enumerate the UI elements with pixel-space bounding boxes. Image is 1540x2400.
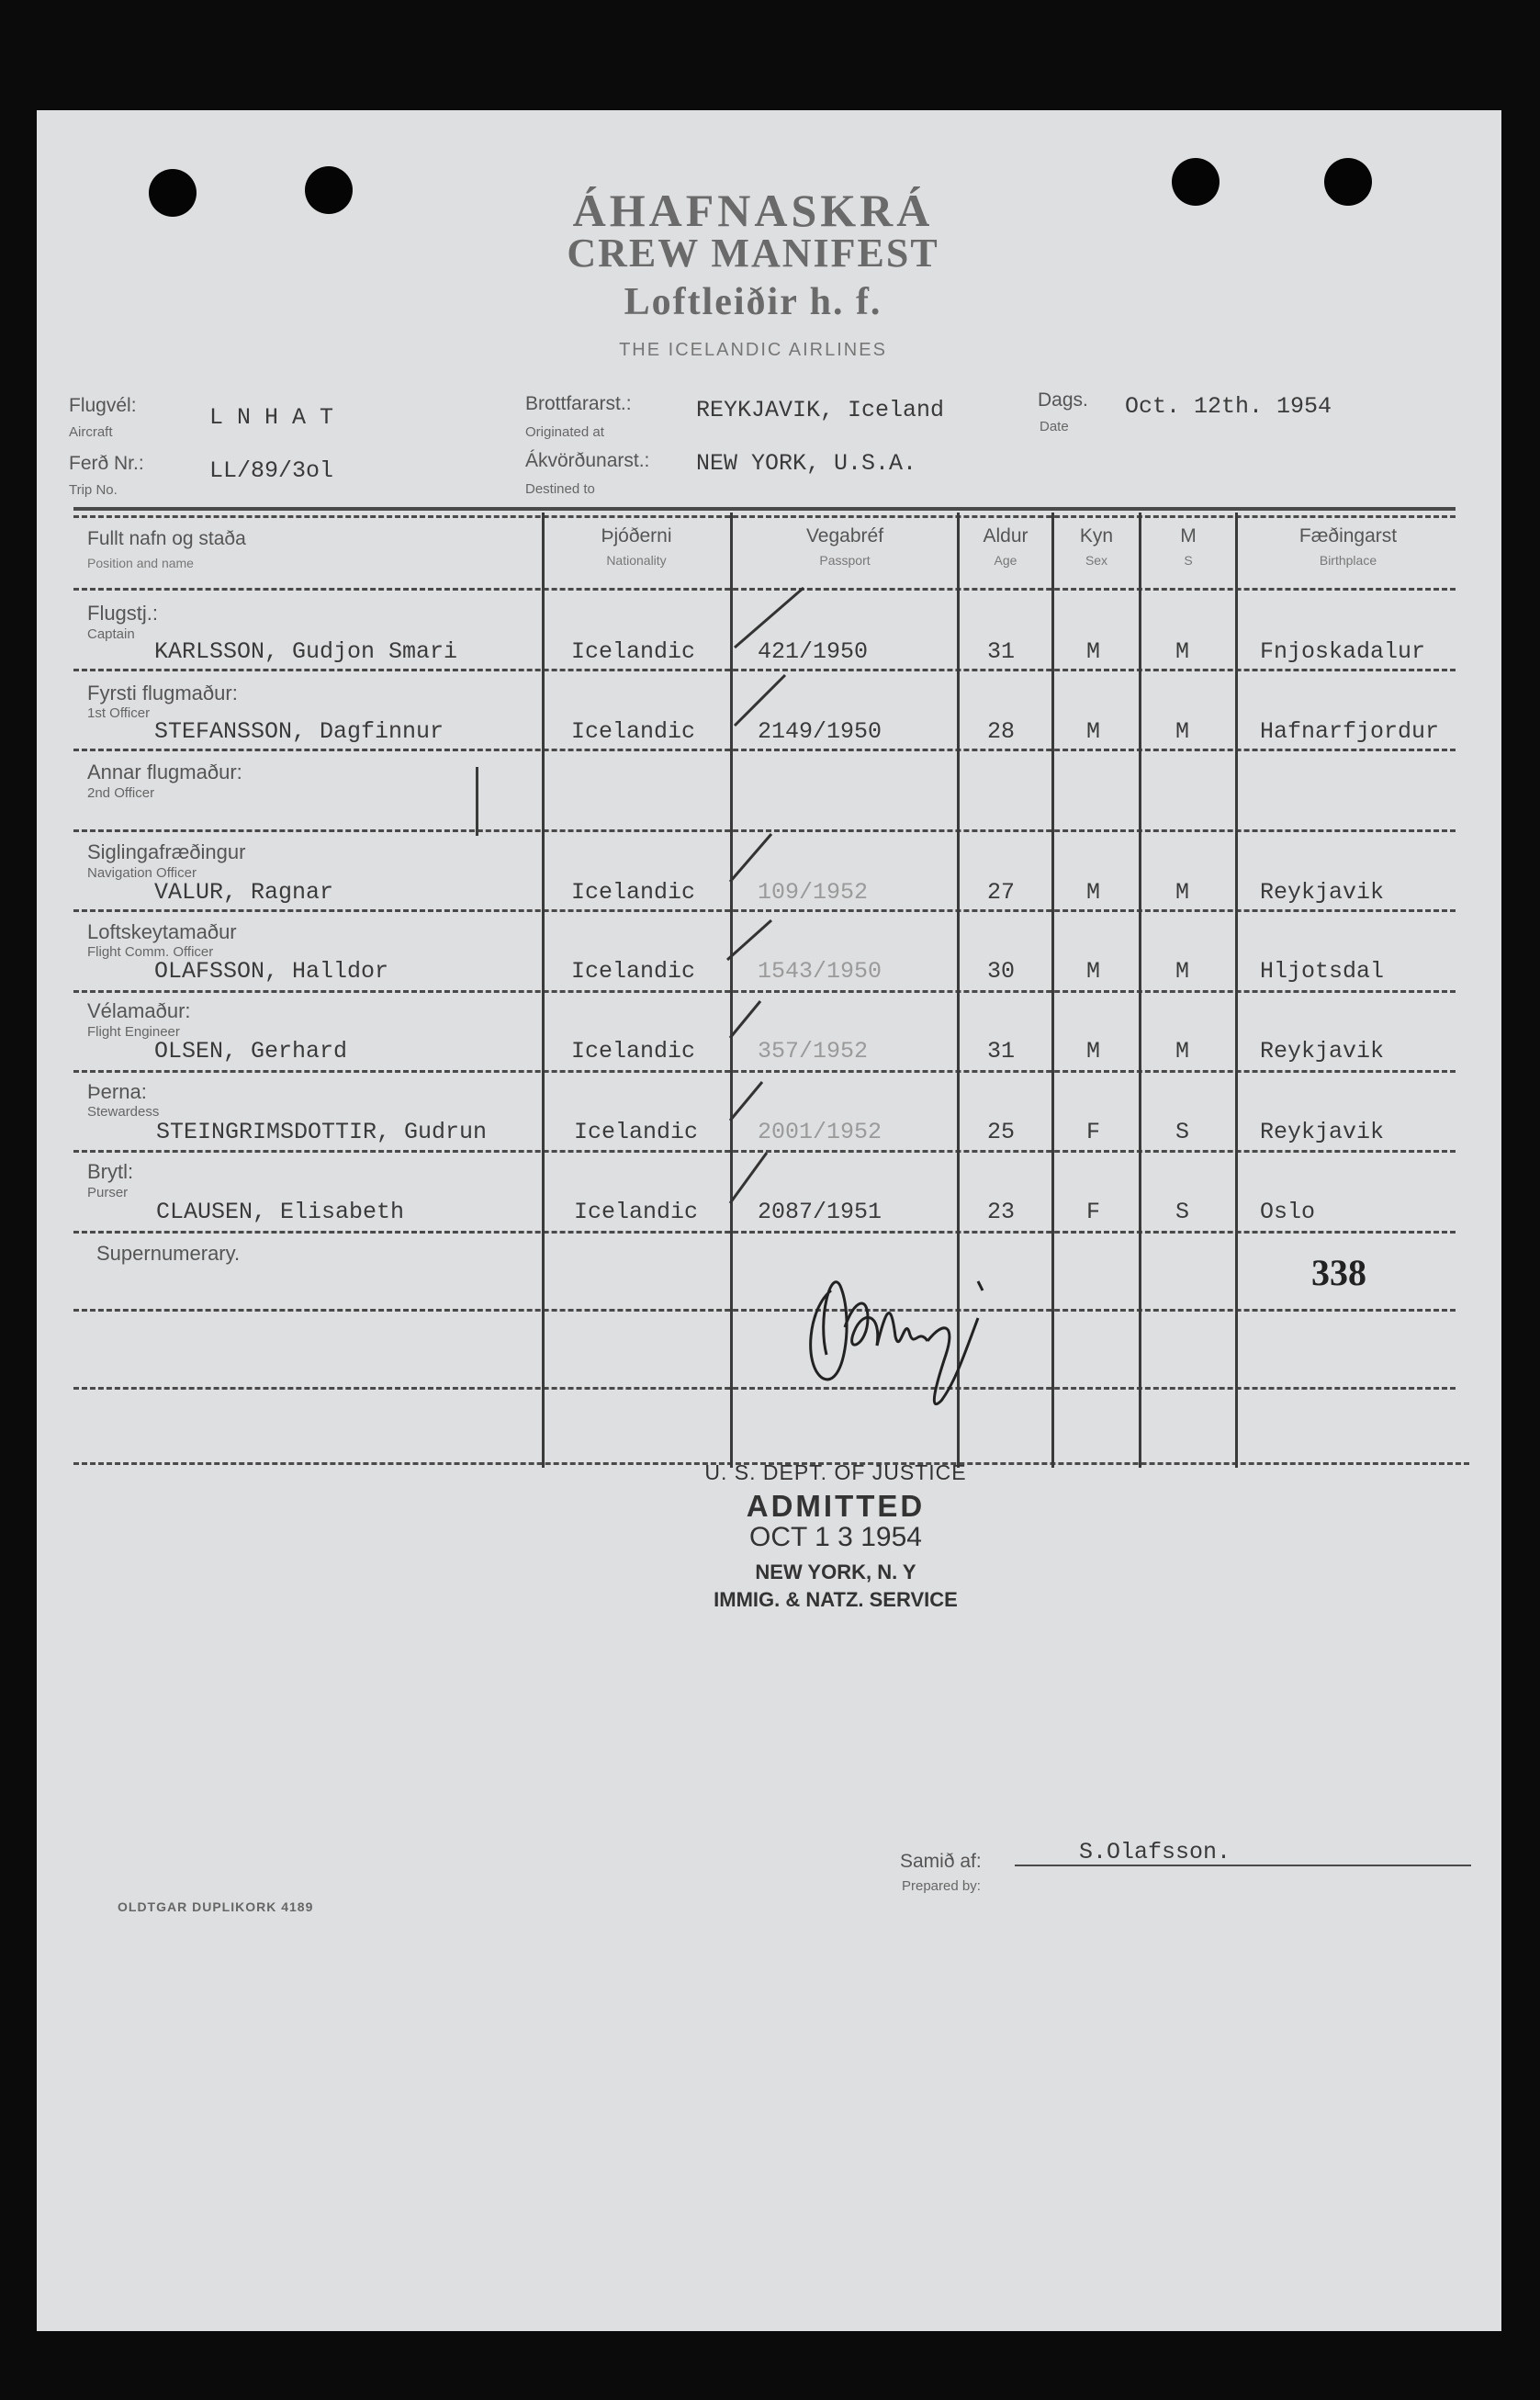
crew-name: KARLSSON, Gudjon Smari [154, 638, 458, 665]
crew-nationality: Icelandic [571, 1038, 696, 1065]
stamp-city: NEW YORK, N. Y [755, 1561, 916, 1583]
column-header-age: Aldur [983, 525, 1029, 546]
column-header-passport-en: Passport [819, 553, 871, 568]
stamp-service: IMMIG. & NATZ. SERVICE [714, 1588, 958, 1611]
trip-label: Ferð Nr.: [69, 453, 144, 474]
crew-birthplace: Reykjavik [1260, 1119, 1385, 1145]
punch-hole [1172, 158, 1220, 206]
column-header-marital-en: S [1184, 553, 1193, 568]
role-label-en: Stewardess [87, 1104, 160, 1120]
crew-sex: M [1086, 879, 1101, 906]
crew-birthplace: Oslo [1260, 1199, 1316, 1225]
crew-birthplace: Hafnarfjordur [1260, 718, 1440, 745]
role-label: Annar flugmaður: [87, 761, 242, 783]
role-label: Þerna: [87, 1080, 147, 1103]
crew-passport: 2001/1952 [758, 1119, 882, 1145]
column-header-birthplace-en: Birthplace [1319, 553, 1377, 568]
crew-age: 23 [987, 1199, 1016, 1225]
document-number: 338 [1311, 1252, 1366, 1293]
crew-name: OLAFSSON, Halldor [154, 958, 389, 985]
crew-name: OLSEN, Gerhard [154, 1038, 348, 1065]
aircraft-label-en: Aircraft [69, 424, 113, 440]
printer-mark: OLDTGAR DUPLIKORK 4189 [118, 1899, 314, 1914]
stray-mark [476, 767, 478, 836]
destination-value: NEW YORK, U.S.A. [696, 450, 917, 477]
table-rule [73, 1309, 1456, 1312]
immigration-stamp [680, 1460, 992, 1612]
role-label: Flugstj.: [87, 602, 159, 625]
origin-label: Brottfararst.: [525, 393, 632, 414]
crew-name: VALUR, Ragnar [154, 879, 334, 906]
crew-age: 31 [987, 1038, 1016, 1065]
table-rule [73, 515, 1456, 518]
crew-sex: F [1086, 1199, 1101, 1225]
column-divider [1235, 513, 1238, 1468]
date-value: Oct. 12th. 1954 [1125, 393, 1332, 420]
column-divider [1051, 513, 1054, 1468]
crew-marital: S [1175, 1199, 1190, 1225]
crew-passport: 2087/1951 [758, 1199, 882, 1225]
inspector-signature [790, 1263, 1001, 1410]
crew-nationality: Icelandic [571, 638, 696, 665]
crew-marital: M [1175, 958, 1190, 985]
crew-age: 25 [987, 1119, 1016, 1145]
destination-label: Ákvörðunarst.: [525, 450, 650, 471]
crew-marital: S [1175, 1119, 1190, 1145]
crew-nationality: Icelandic [571, 958, 696, 985]
role-label-en: Navigation Officer [87, 865, 197, 881]
column-header-age-en: Age [994, 553, 1017, 568]
column-header-name-en: Position and name [87, 556, 194, 570]
crew-marital: M [1175, 718, 1190, 745]
crew-name: CLAUSEN, Elisabeth [156, 1199, 405, 1225]
prepared-by-label: Samið af: [900, 1851, 982, 1872]
title-icelandic: ÁHAFNASKRÁ [572, 185, 934, 236]
stamp-admitted: ADMITTED [746, 1489, 926, 1523]
role-label-en: 2nd Officer [87, 785, 155, 801]
title-english: CREW MANIFEST [567, 231, 939, 276]
crew-passport: 1543/1950 [758, 958, 882, 985]
column-header-nationality-en: Nationality [606, 553, 667, 568]
role-label: Siglingafræðingur [87, 840, 246, 863]
crew-birthplace: Reykjavik [1260, 1038, 1385, 1065]
check-mark [730, 1001, 760, 1038]
company-name: Loftleiðir h. f. [624, 281, 882, 323]
check-marks [716, 579, 826, 1222]
crew-name: STEINGRIMSDOTTIR, Gudrun [156, 1119, 488, 1145]
trip-label-en: Trip No. [69, 482, 118, 498]
check-mark [730, 1153, 767, 1203]
date-label: Dags. [1038, 389, 1088, 411]
column-header-name: Fullt nafn og staða [87, 528, 246, 549]
crew-nationality: Icelandic [571, 718, 696, 745]
crew-name: STEFANSSON, Dagfinnur [154, 718, 444, 745]
stamp-date: OCT 1 3 1954 [749, 1522, 922, 1552]
crew-nationality: Icelandic [574, 1199, 699, 1225]
punch-hole [305, 166, 353, 214]
column-header-passport: Vegabréf [805, 525, 884, 546]
aircraft-label: Flugvél: [69, 395, 137, 416]
check-mark [730, 1082, 762, 1121]
role-label: Brytl: [87, 1160, 134, 1183]
prepared-by-name: S.Olafsson. [1079, 1839, 1231, 1865]
trip-value: LL/89/3ol [209, 457, 334, 484]
crew-nationality: Icelandic [571, 879, 696, 906]
table-rule [73, 1387, 1456, 1390]
aircraft-value: L N H A T [209, 404, 334, 431]
company-tagline: THE ICELANDIC AIRLINES [619, 340, 887, 360]
crew-birthplace: Fnjoskadalur [1260, 638, 1426, 665]
table-rule [73, 507, 1456, 511]
role-label: Fyrsti flugmaður: [87, 682, 238, 704]
table-rule [73, 1231, 1456, 1234]
crew-birthplace: Hljotsdal [1260, 958, 1385, 985]
crew-age: 30 [987, 958, 1016, 985]
crew-passport: 109/1952 [758, 879, 869, 906]
column-divider [542, 513, 545, 1468]
check-mark [727, 920, 771, 960]
role-label-en: 1st Officer [87, 705, 151, 721]
crew-marital: M [1175, 1038, 1190, 1065]
role-label-en: Purser [87, 1185, 129, 1200]
crew-passport: 421/1950 [758, 638, 869, 665]
column-header-nationality: Þjóðerni [601, 525, 672, 546]
crew-sex: M [1086, 958, 1101, 985]
column-header-sex: Kyn [1079, 525, 1114, 546]
prepared-by-label-en: Prepared by: [902, 1878, 981, 1894]
crew-age: 31 [987, 638, 1016, 665]
punch-hole [1324, 158, 1372, 206]
column-header-sex-en: Sex [1085, 553, 1108, 568]
origin-label-en: Originated at [525, 424, 604, 440]
column-header-marital: M [1180, 525, 1197, 546]
role-label-en: Flight Comm. Officer [87, 944, 214, 960]
punch-hole [149, 169, 197, 217]
role-label-en: Flight Engineer [87, 1024, 180, 1040]
supernumerary-label: Supernumerary. [96, 1242, 241, 1265]
crew-age: 28 [987, 718, 1016, 745]
crew-sex: M [1086, 638, 1101, 665]
date-label-en: Date [1040, 419, 1069, 434]
role-label: Vélamaður: [87, 999, 191, 1022]
crew-birthplace: Reykjavik [1260, 879, 1385, 906]
signature-line [1015, 1865, 1471, 1866]
crew-sex: M [1086, 1038, 1101, 1065]
check-mark [730, 834, 771, 882]
column-divider [1139, 513, 1141, 1468]
crew-age: 27 [987, 879, 1016, 906]
role-label-en: Captain [87, 626, 135, 642]
crew-sex: F [1086, 1119, 1101, 1145]
crew-nationality: Icelandic [574, 1119, 699, 1145]
destination-label-en: Destined to [525, 481, 595, 497]
crew-marital: M [1175, 638, 1190, 665]
stamp-dept: U. S. DEPT. OF JUSTICE [704, 1460, 967, 1484]
role-label: Loftskeytamaður [87, 920, 237, 943]
column-header-birthplace: Fæðingarst [1298, 525, 1398, 546]
crew-passport: 357/1952 [758, 1038, 869, 1065]
check-mark [735, 588, 804, 648]
crew-marital: M [1175, 879, 1190, 906]
check-mark [735, 675, 785, 726]
origin-value: REYKJAVIK, Iceland [696, 397, 945, 423]
crew-sex: M [1086, 718, 1101, 745]
crew-passport: 2149/1950 [758, 718, 882, 745]
